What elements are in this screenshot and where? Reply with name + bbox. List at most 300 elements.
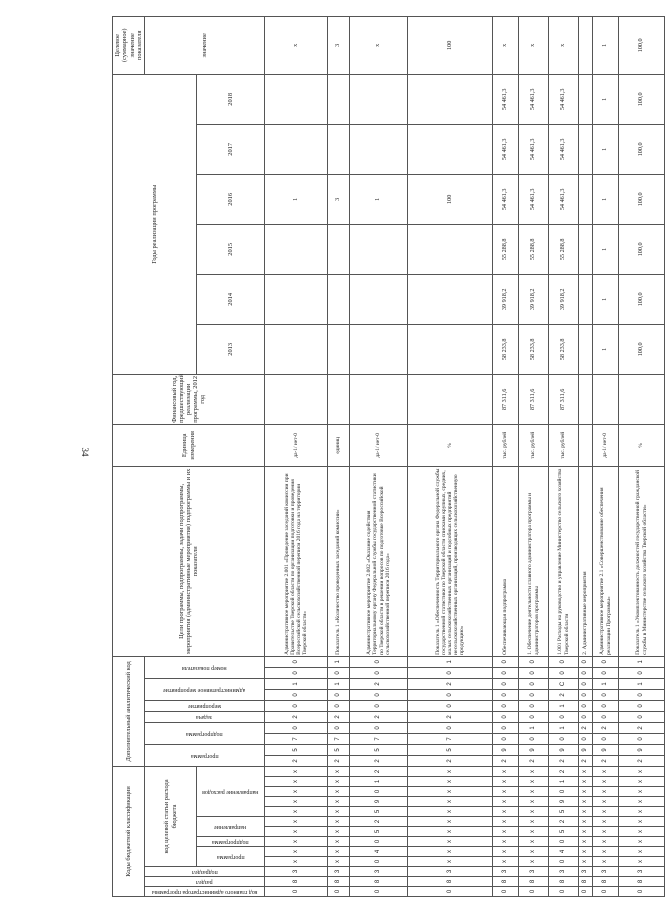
year-value-cell: [265, 74, 328, 124]
year-value-cell: [328, 224, 350, 274]
analytic-code-digit: 2: [408, 678, 493, 689]
table-row: [593, 16, 619, 896]
budget-code-digit: х: [493, 827, 519, 837]
budget-code-digit: х: [265, 787, 328, 797]
table-row: [579, 16, 593, 896]
header-year-2014: 2014: [197, 274, 265, 324]
fin-year-cell: [619, 374, 665, 424]
budget-code-digit: 4: [350, 847, 408, 857]
analytic-code-digit: 0: [350, 700, 408, 711]
year-value-cell: [265, 124, 328, 174]
budget-code-digit: 5: [549, 807, 579, 817]
unit-cell: тыс. рублей: [493, 424, 519, 466]
header-subprogram: подпрограмма: [145, 722, 265, 744]
budget-code-digit: х: [579, 797, 593, 807]
budget-code-digit: х: [579, 817, 593, 827]
budget-code-digit: х: [408, 787, 493, 797]
analytic-code-digit: 5: [265, 744, 328, 755]
fin-year-cell: 87 311,6: [493, 374, 519, 424]
header-year-2018: 2018: [197, 74, 265, 124]
analytic-code-digit: 0: [493, 700, 519, 711]
budget-code-digit: х: [493, 817, 519, 827]
analytic-code-digit: 1: [328, 678, 350, 689]
budget-code-digit: 3: [593, 867, 619, 877]
year-value-cell: 100,0: [619, 74, 665, 124]
analytic-code-digit: С: [549, 678, 579, 689]
row-name: 2. Административные мероприятия: [579, 466, 593, 656]
analytic-code-digit: 2: [493, 755, 519, 766]
target-value-cell: 100: [408, 16, 493, 74]
budget-code-digit: х: [265, 817, 328, 827]
year-value-cell: 54 461,3: [493, 124, 519, 174]
year-value-cell: [408, 224, 493, 274]
budget-code-digit: 5: [350, 827, 408, 837]
analytic-code-digit: 0: [519, 711, 549, 722]
analytic-code-digit: 0: [265, 667, 328, 678]
year-value-cell: [579, 74, 593, 124]
analytic-code-digit: 0: [328, 722, 350, 733]
year-value-cell: [408, 324, 493, 374]
budget-code-digit: х: [619, 857, 665, 867]
analytic-code-digit: 0: [493, 678, 519, 689]
budget-code-digit: х: [579, 857, 593, 867]
rotated-page: [112, 17, 648, 897]
year-value-cell: 1: [593, 324, 619, 374]
year-value-cell: 55 288,8: [549, 224, 579, 274]
year-value-cell: 55 288,8: [519, 224, 549, 274]
header-section: раздел: [145, 877, 265, 887]
year-value-cell: [579, 174, 593, 224]
analytic-code-digit: 9: [579, 744, 593, 755]
budget-code-digit: х: [619, 807, 665, 817]
analytic-code-digit: 0: [350, 667, 408, 678]
analytic-code-digit: 5: [328, 744, 350, 755]
analytic-code-digit: 2: [265, 755, 328, 766]
budget-code-digit: х: [265, 827, 328, 837]
fin-year-cell: [408, 374, 493, 424]
budget-code-digit: х: [519, 807, 549, 817]
analytic-code-digit: 1: [619, 678, 665, 689]
row-name: Показатель 1 «Укомплектованность должностей государственной гражданской службы в Министерстве сельского хозяйства Тверской области»: [619, 466, 665, 656]
analytic-code-digit: 2: [549, 755, 579, 766]
table-row: [493, 16, 519, 896]
target-value-cell: х: [519, 16, 549, 74]
year-value-cell: 58 233,8: [493, 324, 519, 374]
budget-code-digit: 3: [328, 867, 350, 877]
row-name: Административное мероприятие 2.1 «Совершенствование обеспечения реализации Программы»: [593, 466, 619, 656]
budget-code-digit: 0: [549, 857, 579, 867]
year-value-cell: [408, 274, 493, 324]
fin-year-cell: [328, 374, 350, 424]
analytic-code-digit: 9: [493, 744, 519, 755]
budget-code-digit: 5: [549, 827, 579, 837]
budget-code-digit: 3: [408, 867, 493, 877]
year-value-cell: [350, 224, 408, 274]
budget-code-digit: х: [408, 847, 493, 857]
header-cs-expense: направление расходов: [197, 766, 265, 816]
year-value-cell: [579, 224, 593, 274]
analytic-code-digit: 0: [493, 711, 519, 722]
analytic-code-digit: 0: [549, 667, 579, 678]
budget-code-digit: х: [519, 777, 549, 787]
budget-code-digit: х: [493, 857, 519, 867]
analytic-code-digit: 9: [549, 744, 579, 755]
analytic-code-digit: 0: [493, 667, 519, 678]
budget-code-digit: х: [493, 777, 519, 787]
analytic-code-digit: 0: [579, 700, 593, 711]
budget-code-digit: х: [593, 787, 619, 797]
budget-code-digit: 0: [549, 837, 579, 847]
budget-code-digit: 8: [593, 877, 619, 887]
analytic-code-digit: 2: [265, 711, 328, 722]
analytic-code-digit: 0: [579, 733, 593, 744]
row-name: Административное мероприятие 2.001 «Проведение заседаний комиссии при Правительстве Тверской области по организации подготовки и проведения Всероссийской сельскохозяйственной переписи 2016 года на территории Тверской области»: [265, 466, 328, 656]
budget-code-digit: х: [579, 807, 593, 817]
year-value-cell: 54 461,3: [549, 124, 579, 174]
budget-code-digit: 2: [350, 766, 408, 776]
budget-code-digit: 0: [549, 887, 579, 897]
budget-code-digit: х: [408, 797, 493, 807]
budget-code-digit: х: [593, 837, 619, 847]
analytic-code-digit: 2: [350, 678, 408, 689]
analytic-code-digit: 7: [265, 733, 328, 744]
analytic-code-digit: 7: [328, 733, 350, 744]
budget-code-digit: 3: [519, 867, 549, 877]
budget-code-digit: х: [328, 777, 350, 787]
analytic-code-digit: 0: [408, 667, 493, 678]
budget-code-digit: 8: [408, 877, 493, 887]
analytic-code-digit: 2: [408, 755, 493, 766]
header-target: Целевое (суммарное) значение показателя: [113, 16, 145, 74]
analytic-code-digit: 0: [350, 689, 408, 700]
analytic-code-digit: 0: [265, 689, 328, 700]
analytic-code-digit: 0: [619, 700, 665, 711]
budget-code-digit: 0: [519, 887, 549, 897]
header-cs-program: программа: [197, 847, 265, 867]
header-goal: Цели программы, подпрограммы, задачи подпрограммы, мероприятия (административные мероприятия) подпрограммы и их показатели: [113, 466, 265, 656]
analytic-code-digit: 2: [579, 722, 593, 733]
analytic-code-digit: 2: [579, 755, 593, 766]
header-cs-direction: направление: [197, 817, 265, 837]
analytic-code-digit: 7: [350, 733, 408, 744]
budget-code-digit: 0: [579, 887, 593, 897]
budget-code-digit: х: [408, 857, 493, 867]
budget-code-digit: 8: [619, 877, 665, 887]
target-value-cell: х: [493, 16, 519, 74]
analytic-code-digit: 0: [619, 733, 665, 744]
target-value-cell: х: [549, 16, 579, 74]
budget-code-digit: х: [519, 847, 549, 857]
header-analytic-code: Дополнительный аналитический код: [113, 656, 145, 766]
analytic-code-digit: 0: [519, 733, 549, 744]
budget-code-digit: 8: [493, 877, 519, 887]
budget-code-digit: х: [328, 766, 350, 776]
year-value-cell: [350, 324, 408, 374]
budget-code-digit: 0: [265, 887, 328, 897]
budget-code-digit: 5: [350, 807, 408, 817]
year-value-cell: [579, 324, 593, 374]
budget-code-digit: х: [619, 766, 665, 776]
analytic-code-digit: 0: [265, 700, 328, 711]
row-name: Обеспечивающая подпрограмма: [493, 466, 519, 656]
fin-year-cell: [350, 374, 408, 424]
header-unit: Единица измерения: [113, 424, 265, 466]
budget-code-digit: х: [593, 817, 619, 827]
year-value-cell: 100,0: [619, 324, 665, 374]
budget-code-digit: 8: [549, 877, 579, 887]
budget-code-digit: х: [408, 817, 493, 827]
budget-code-digit: 3: [493, 867, 519, 877]
budget-code-digit: 0: [350, 857, 408, 867]
page-number: 34: [80, 447, 90, 457]
fin-year-cell: [579, 374, 593, 424]
budget-code-digit: х: [619, 817, 665, 827]
analytic-code-digit: 1: [328, 656, 350, 667]
year-value-cell: 100,0: [619, 274, 665, 324]
budget-code-digit: х: [265, 766, 328, 776]
analytic-code-digit: 1: [265, 678, 328, 689]
year-value-cell: [265, 224, 328, 274]
year-value-cell: [328, 324, 350, 374]
target-value-cell: 3: [328, 16, 350, 74]
analytic-code-digit: 1: [619, 656, 665, 667]
budget-code-digit: х: [519, 837, 549, 847]
analytic-code-digit: 0: [549, 733, 579, 744]
year-value-cell: 100,0: [619, 124, 665, 174]
analytic-code-digit: 1: [549, 700, 579, 711]
analytic-code-digit: 0: [493, 733, 519, 744]
analytic-code-digit: 2: [549, 689, 579, 700]
year-value-cell: 100,0: [619, 224, 665, 274]
analytic-code-digit: 7: [408, 733, 493, 744]
budget-code-digit: х: [408, 837, 493, 847]
year-value-cell: [579, 124, 593, 174]
analytic-code-digit: 0: [408, 700, 493, 711]
analytic-code-digit: 0: [519, 689, 549, 700]
analytic-code-digit: 0: [328, 700, 350, 711]
year-value-cell: [350, 74, 408, 124]
budget-code-digit: х: [408, 807, 493, 817]
header-year-2017: 2017: [197, 124, 265, 174]
budget-code-digit: 3: [350, 867, 408, 877]
table-row: [408, 16, 493, 896]
year-value-cell: [265, 274, 328, 324]
year-value-cell: 1: [593, 174, 619, 224]
budget-code-digit: 0: [350, 887, 408, 897]
budget-code-digit: 1: [350, 777, 408, 787]
row-name: 1. Обеспечение деятельности главного администратора программы и администраторов программы: [519, 466, 549, 656]
year-value-cell: 39 918,2: [549, 274, 579, 324]
budget-code-digit: х: [493, 797, 519, 807]
analytic-code-digit: 2: [350, 711, 408, 722]
budget-code-digit: 8: [265, 877, 328, 887]
analytic-code-digit: 0: [350, 656, 408, 667]
budget-code-digit: 8: [519, 877, 549, 887]
year-value-cell: 1: [593, 74, 619, 124]
analytic-code-digit: 5: [408, 744, 493, 755]
year-value-cell: 1: [265, 174, 328, 224]
analytic-code-digit: 0: [593, 689, 619, 700]
year-value-cell: 1: [593, 224, 619, 274]
header-admin-code: код главного администратора программы: [145, 887, 265, 897]
year-value-cell: 55 288,8: [493, 224, 519, 274]
unit-cell: тыс. рублей: [519, 424, 549, 466]
year-value-cell: 100,0: [619, 174, 665, 224]
fin-year-cell: 87 311,6: [549, 374, 579, 424]
analytic-code-digit: 0: [408, 689, 493, 700]
header-cs-subprogram: подпрограмма: [197, 837, 265, 847]
budget-code-digit: х: [593, 807, 619, 817]
budget-code-digit: 8: [350, 877, 408, 887]
header-year-2015: 2015: [197, 224, 265, 274]
unit-cell: да-1/ нет-0: [350, 424, 408, 466]
budget-code-digit: 2: [350, 817, 408, 827]
budget-code-digit: х: [579, 777, 593, 787]
header-admin-activity: административное мероприятие: [145, 678, 265, 700]
header-subsection: подраздел: [145, 867, 265, 877]
unit-cell: да-1/ нет-0: [593, 424, 619, 466]
year-value-cell: 54 461,3: [493, 174, 519, 224]
analytic-code-digit: 1: [549, 722, 579, 733]
analytic-code-digit: 2: [619, 755, 665, 766]
budget-code-digit: 0: [328, 887, 350, 897]
budget-code-digit: х: [493, 766, 519, 776]
budget-code-digit: х: [493, 847, 519, 857]
unit-cell: %: [619, 424, 665, 466]
budget-code-digit: х: [493, 787, 519, 797]
year-value-cell: 54 461,3: [519, 174, 549, 224]
analytic-code-digit: 0: [593, 711, 619, 722]
unit-cell: да-1/ нет-0: [265, 424, 328, 466]
year-value-cell: 54 461,3: [549, 74, 579, 124]
budget-code-digit: х: [328, 817, 350, 827]
target-value-cell: 1: [593, 16, 619, 74]
budget-code-digit: х: [265, 777, 328, 787]
budget-code-digit: х: [328, 787, 350, 797]
header-program: программа: [145, 744, 265, 766]
year-value-cell: 100: [408, 174, 493, 224]
analytic-code-digit: 1: [593, 678, 619, 689]
budget-code-digit: х: [328, 797, 350, 807]
target-value-cell: [579, 16, 593, 74]
budget-code-digit: х: [619, 787, 665, 797]
target-value-cell: х: [350, 16, 408, 74]
year-value-cell: [350, 124, 408, 174]
budget-code-digit: х: [579, 787, 593, 797]
analytic-code-digit: 0: [350, 722, 408, 733]
year-value-cell: 54 461,3: [519, 74, 549, 124]
budget-code-digit: х: [619, 847, 665, 857]
program-table: [112, 16, 665, 897]
analytic-code-digit: 2: [408, 711, 493, 722]
table-row: [265, 16, 328, 896]
fin-year-cell: [265, 374, 328, 424]
analytic-code-digit: 0: [549, 656, 579, 667]
analytic-code-digit: 0: [265, 656, 328, 667]
analytic-code-digit: 0: [619, 711, 665, 722]
budget-code-digit: х: [328, 857, 350, 867]
budget-code-digit: х: [519, 787, 549, 797]
year-value-cell: 54 461,3: [519, 124, 549, 174]
year-value-cell: [408, 74, 493, 124]
analytic-code-digit: 0: [619, 689, 665, 700]
analytic-code-digit: 0: [328, 689, 350, 700]
budget-code-digit: х: [593, 766, 619, 776]
budget-code-digit: х: [265, 797, 328, 807]
budget-code-digit: х: [579, 827, 593, 837]
target-value-cell: х: [265, 16, 328, 74]
budget-code-digit: х: [519, 797, 549, 807]
analytic-code-digit: 2: [593, 755, 619, 766]
budget-code-digit: х: [265, 807, 328, 817]
analytic-code-digit: 0: [579, 678, 593, 689]
header-year-2016: 2016: [197, 174, 265, 224]
year-value-cell: 3: [328, 174, 350, 224]
budget-code-digit: 8: [579, 877, 593, 887]
analytic-code-digit: 0: [493, 656, 519, 667]
header-codes: Коды бюджетной классификации: [113, 766, 145, 896]
budget-code-digit: 1: [549, 777, 579, 787]
header-task: задача: [145, 711, 265, 722]
budget-code-digit: х: [328, 827, 350, 837]
year-value-cell: [579, 274, 593, 324]
fin-year-cell: 87 311,6: [519, 374, 549, 424]
year-value-cell: 39 918,2: [493, 274, 519, 324]
budget-code-digit: 4: [549, 847, 579, 857]
budget-code-digit: х: [519, 857, 549, 867]
header-activity: мероприятие: [145, 700, 265, 711]
budget-code-digit: х: [265, 847, 328, 857]
analytic-code-digit: 0: [593, 700, 619, 711]
analytic-code-digit: 1: [408, 656, 493, 667]
budget-code-digit: 0: [493, 887, 519, 897]
budget-code-digit: 9: [350, 797, 408, 807]
analytic-code-digit: 0: [593, 656, 619, 667]
year-value-cell: [265, 324, 328, 374]
budget-code-digit: 0: [619, 887, 665, 897]
analytic-code-digit: 5: [350, 744, 408, 755]
year-value-cell: 39 918,2: [519, 274, 549, 324]
budget-code-digit: 3: [265, 867, 328, 877]
analytic-code-digit: 0: [593, 667, 619, 678]
budget-code-digit: х: [265, 837, 328, 847]
table-row: [619, 16, 665, 896]
budget-code-digit: х: [619, 777, 665, 787]
analytic-code-digit: 0: [519, 656, 549, 667]
budget-code-digit: х: [265, 857, 328, 867]
analytic-code-digit: 0: [265, 722, 328, 733]
analytic-code-digit: 2: [519, 755, 549, 766]
header-indicator-no: номер показателя: [145, 656, 265, 678]
budget-code-digit: 0: [350, 787, 408, 797]
analytic-code-digit: 0: [619, 667, 665, 678]
analytic-code-digit: 2: [328, 755, 350, 766]
header-fin-year: Финансовый год, предшествующий реализации программы, 2012 год: [113, 374, 265, 424]
budget-code-digit: х: [328, 807, 350, 817]
analytic-code-digit: 0: [408, 722, 493, 733]
budget-code-digit: х: [408, 766, 493, 776]
budget-code-digit: х: [619, 827, 665, 837]
year-value-cell: [328, 124, 350, 174]
unit-cell: тыс. рублей: [549, 424, 579, 466]
analytic-code-digit: 0: [579, 711, 593, 722]
analytic-code-digit: 1: [519, 722, 549, 733]
budget-code-digit: 3: [619, 867, 665, 877]
budget-code-digit: х: [328, 847, 350, 857]
row-name: Показатель 1 «Обеспеченность Территориального органа Федеральной службы государственной статистики по Тверской области списками крупных, средних, малых сельскохозяйственных организаций и подсобных предприятий несельскохозяйственных организаций, производящих сельскохозяйственную продукцию»: [408, 466, 493, 656]
budget-code-digit: х: [328, 837, 350, 847]
budget-code-digit: х: [579, 847, 593, 857]
